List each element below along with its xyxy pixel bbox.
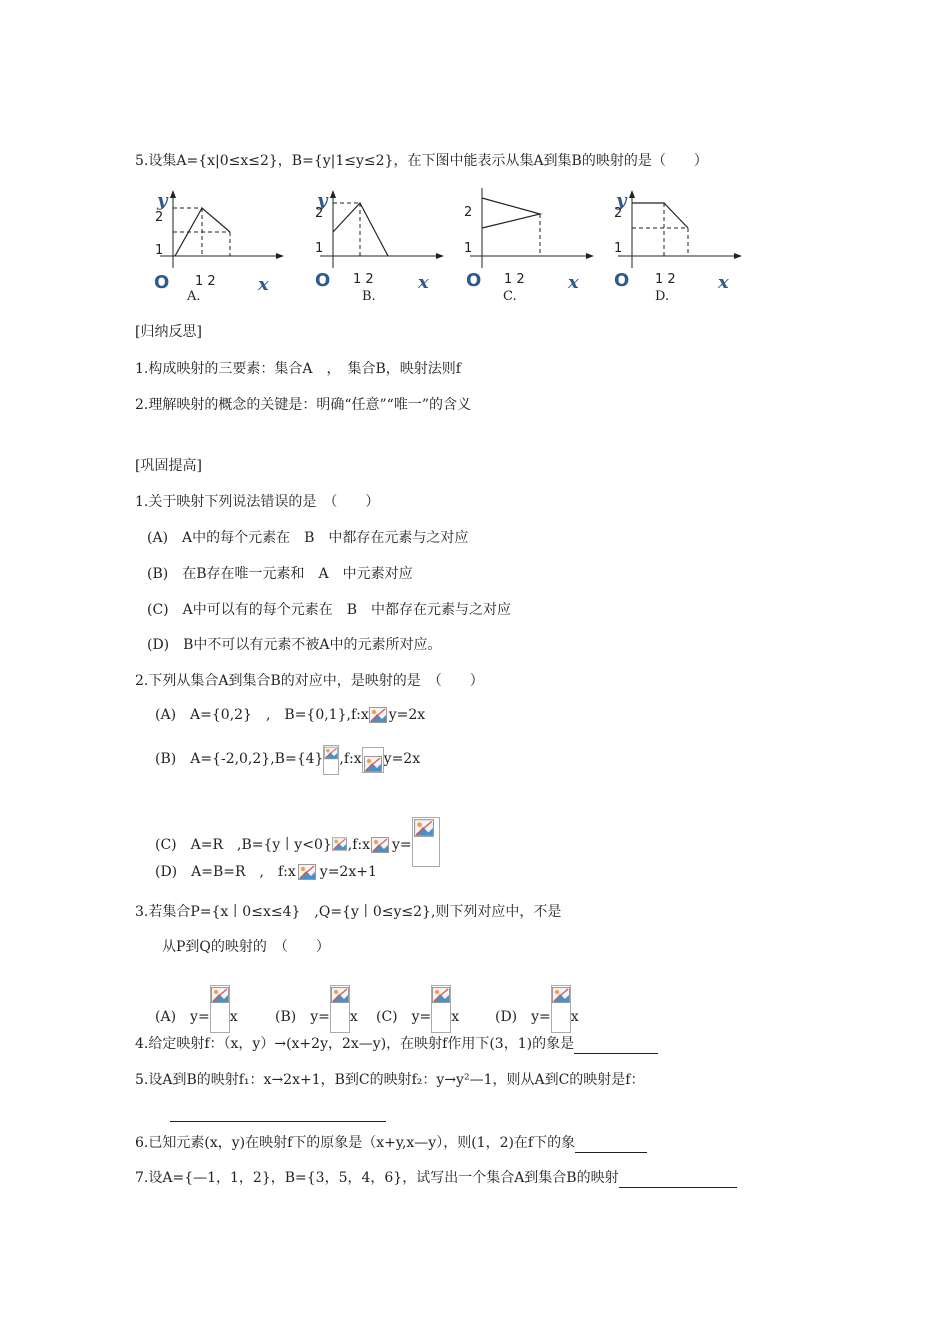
- reflection-item-1: 1.构成映射的三要素：集合A ， 集合B，映射法则f: [135, 361, 461, 377]
- q2-d-text-pre: (D) A=B=R , f:x: [155, 864, 296, 880]
- q3-a-post: x: [229, 1009, 238, 1025]
- q5-answer-blank[interactable]: [170, 1121, 386, 1122]
- q2-b-text-mid: ,f:x: [339, 751, 362, 767]
- graph-c-xticks: 1 2: [504, 272, 525, 287]
- graph-c: [460, 188, 600, 303]
- graph-d-origin: O: [614, 270, 630, 291]
- q2-a-text-post: y=2x: [388, 707, 426, 723]
- q6-text: 6.已知元素(x，y)在映射f下的原象是（x+y,x—y），则(1，2)在f下的象: [135, 1135, 576, 1151]
- q5-text: 5.设A到B的映射f₁：x→2x+1，B到C的映射f₂：y→y²—1，则从A到C的映射是f：: [135, 1072, 645, 1088]
- graph-d-y2: 2: [614, 206, 623, 221]
- graph-d-xticks: 1 2: [655, 272, 676, 287]
- q6-answer-blank[interactable]: [575, 1138, 647, 1153]
- broken-image-icon: [412, 817, 440, 867]
- graph-b-y-label: y: [317, 190, 328, 211]
- q3-option-b: [275, 985, 358, 1033]
- graph-c-y2: 2: [464, 205, 473, 220]
- q7-line: [135, 1168, 737, 1188]
- graph-b-x-label: x: [418, 272, 429, 293]
- graph-a-x-label: x: [258, 274, 269, 295]
- q2-b-text-pre: (B) A={-2,0,2},B={4}: [155, 751, 324, 767]
- consolidate-heading: [巩固提高]: [135, 458, 202, 474]
- graph-c-option: C.: [503, 289, 517, 304]
- q2-stem: 2.下列从集合A到集合B的对应中，是映射的是 （ ）: [135, 673, 484, 689]
- q3-b-post: x: [349, 1009, 358, 1025]
- q2-b-text-post: y=2x: [383, 751, 421, 767]
- q5-top-stem: 5.设集A={x|0≤x≤2}，B={y|1≤y≤2}，在下图中能表示从集A到集B的映射的是（ ）: [135, 153, 708, 169]
- q3-option-d: [495, 985, 579, 1033]
- q1-option-d: (D) B中不可以有元素不被A中的元素所对应。: [147, 637, 442, 653]
- graph-a-y-label: y: [157, 190, 168, 211]
- broken-image-icon: [431, 985, 451, 1033]
- graph-b-y2: 2: [315, 206, 324, 221]
- reflection-item-2: 2.理解映射的概念的关键是：明确“任意”“唯一”的含义: [135, 397, 471, 413]
- graph-b-y1: 1: [315, 241, 324, 256]
- q3-stem: 3.若集合P={x丨0≤x≤4} ,Q={y丨0≤y≤2},则下列对应中，不是: [135, 904, 562, 920]
- q4-answer-blank[interactable]: [574, 1039, 658, 1054]
- broken-image-icon: [370, 837, 392, 854]
- broken-image-icon: [323, 745, 339, 775]
- q3-a-pre: (A) y=: [155, 1009, 210, 1025]
- graph-d-y-label: y: [616, 190, 627, 211]
- broken-image-icon: [362, 747, 384, 773]
- q4-text: 4.给定映射f：（x，y）→(x+2y，2x—y)，在映射f作用下(3，1)的象是: [135, 1036, 575, 1052]
- broken-image-icon: [210, 985, 230, 1033]
- q1-option-c: (C) A中可以有的每个元素在 B 中都存在元素与之对应: [147, 602, 512, 618]
- q2-option-d: [155, 862, 377, 882]
- q2-option-a: [155, 705, 425, 725]
- q7-text: 7.设A={—1，1，2}，B={3，5，4，6}，试写出一个集合A到集合B的映射: [135, 1170, 619, 1186]
- graph-b: [310, 188, 450, 303]
- graph-d-option: D.: [655, 289, 670, 304]
- q3-c-pre: (C) y=: [376, 1009, 432, 1025]
- q6-line: [135, 1133, 647, 1153]
- q2-c-text-mid: ,f:x: [347, 837, 371, 853]
- q2-c-text-pre: (C) A=R ,B={y丨y<0}: [155, 837, 332, 853]
- q3-option-a: [155, 985, 238, 1033]
- broken-image-icon: [369, 707, 389, 724]
- graph-b-option: B.: [362, 289, 376, 304]
- q1-option-a: (A) A中的每个元素在 B 中都存在元素与之对应: [147, 530, 469, 546]
- q2-c-text-post: y=: [392, 837, 412, 853]
- q3-b-pre: (B) y=: [275, 1009, 330, 1025]
- q2-d-text-post: y=2x+1: [319, 864, 377, 880]
- broken-image-icon: [330, 985, 350, 1033]
- graph-b-xticks: 1 2: [353, 272, 374, 287]
- graph-c-origin: O: [466, 270, 482, 291]
- graph-a: [150, 188, 290, 303]
- graph-b-origin: O: [315, 270, 331, 291]
- q2-a-text-pre: (A) A={0,2} , B={0,1},f:x: [155, 707, 369, 723]
- q3-d-pre: (D) y=: [495, 1009, 551, 1025]
- graph-a-y1: 1: [155, 243, 164, 258]
- graph-d: [608, 188, 748, 303]
- graph-a-xticks: 1 2: [195, 274, 216, 289]
- q3-d-post: x: [570, 1009, 579, 1025]
- graph-a-origin: O: [154, 272, 170, 293]
- q7-answer-blank[interactable]: [619, 1173, 737, 1188]
- q3-c-post: x: [451, 1009, 460, 1025]
- graph-c-y1: 1: [464, 241, 473, 256]
- graph-c-x-label: x: [568, 272, 579, 293]
- graph-d-x-label: x: [718, 272, 729, 293]
- graph-a-y2: 2: [155, 210, 164, 225]
- q4-line: [135, 1034, 658, 1054]
- graph-a-option: A.: [187, 289, 201, 304]
- q3-stem-2: 从P到Q的映射的 （ ）: [162, 939, 330, 955]
- graph-d-y1: 1: [614, 241, 623, 256]
- q2-option-c: [155, 817, 440, 867]
- q1-option-b: (B) 在B存在唯一元素和 A 中元素对应: [147, 566, 413, 582]
- q3-option-c: [376, 985, 459, 1033]
- q1-stem: 1.关于映射下列说法错误的是 （ ）: [135, 494, 380, 510]
- q2-option-b: [155, 745, 420, 775]
- broken-image-icon: [296, 864, 320, 881]
- broken-image-icon: [332, 836, 348, 854]
- broken-image-icon: [551, 985, 571, 1033]
- reflection-heading: [归纳反思]: [135, 324, 202, 340]
